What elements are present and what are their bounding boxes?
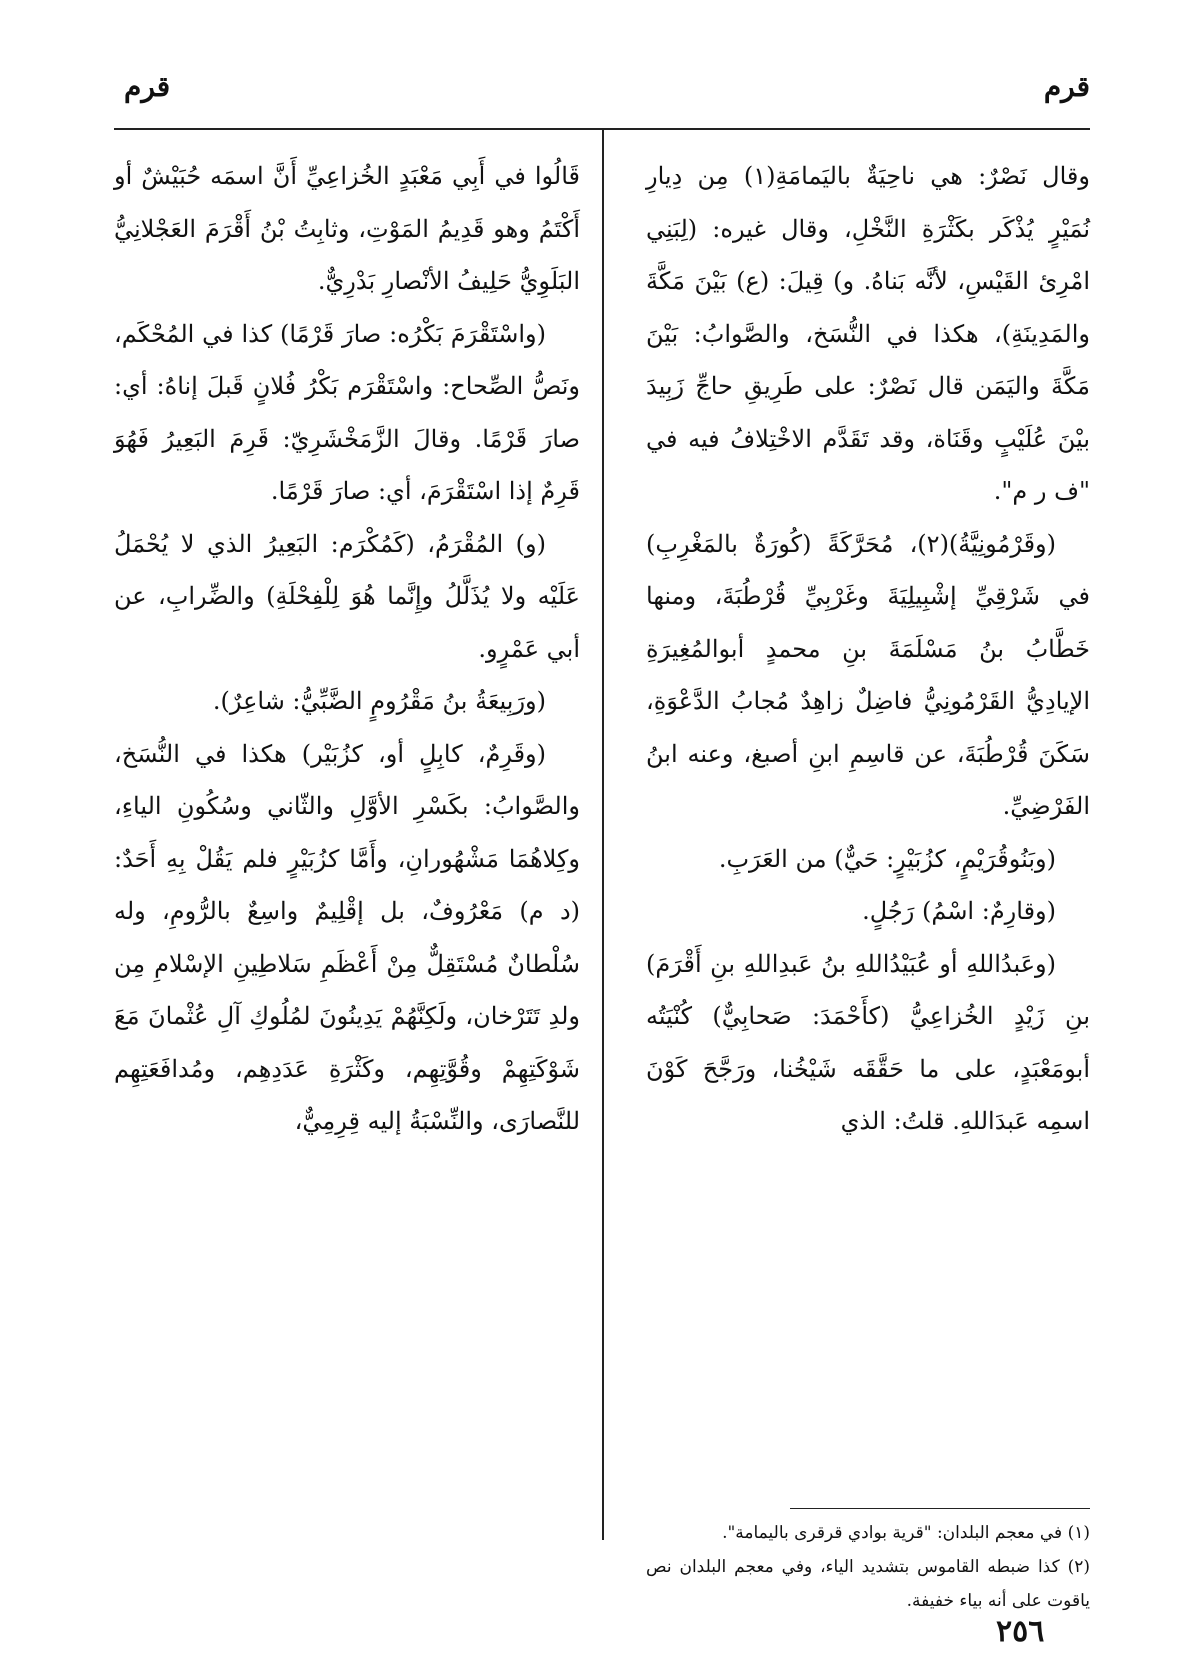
- column-divider: [602, 130, 604, 1540]
- footnote: (٢) كذا ضبطه القاموس بتشديد الياء، وفي معجم البلدان نص ياقوت على أنه بياء خفيفة.: [646, 1557, 1090, 1611]
- footnotes: [646, 1516, 1090, 1618]
- footnote: (١) في معجم البلدان: "قرية بوادي قرقرى باليمامة".: [722, 1523, 1090, 1543]
- paragraph: (ورَبِيعَةُ بنُ مَقْرُومٍ الضَّبِّيُّ: شاعِرٌ).: [212, 687, 546, 715]
- page-number: ٢٥٦: [996, 1614, 1045, 1649]
- paragraph: (وعَبدُاللهِ أو عُبَيْدُاللهِ بنُ عَبدِاللهِ بنِ أَقْرَمَ) بنِ زَيْدٍ الخُزاعِيُّ (كأَحْمَدَ: صَحابِيٌّ) كُنْيَتُه أبومَعْبَدٍ، على ما حَقَّقَه شَيْخُنا، ورَجَّحَ كَوْنَ اسمِه عَبدَاللهِ. قلتُ: الذي: [646, 949, 1090, 1135]
- running-head-right: قرم: [1043, 70, 1090, 103]
- paragraph: (وقَرِمٌ، كابِلٍ أو، كزُبَيْر) هكذا في النُّسَخ، والصَّوابُ: بكَسْرِ الأوَّلِ والثّاني وسُكُونِ الياءِ، وكِلاهُمَا مَشْهُورانِ، وأَمَّا كزُبَيْرٍ فلم يَقُلْ بِهِ أَحَدٌ: (د م) مَعْرُوفٌ، بل إقْلِيمٌ واسِعٌ بالرُّومِ، وله سُلْطانٌ مُسْتَقِلٌّ مِنْ أَعْظَمِ سَلاطِينِ الإسْلامِ مِن ولدِ تَتَرْخان، ولَكِنَّهُمْ يَدِينُونَ لمُلُوكِ آلِ عُثْمانَ مَعَ شَوْكَتِهِمْ وقُوَّتِهِم، وكَثْرَةِ عَدَدِهِم، ومُدافَعَتِهِم للنَّصارَى، والنِّسْبَةُ إليه قِرِمِيٌّ،: [114, 739, 580, 1135]
- paragraph: وقال نَصْرٌ: هي ناحِيَةٌ باليَمامَةِ(١) مِن دِيارِ نُمَيْرٍ يُذْكَر بكَثْرَةِ النَّخْلِ، وقال غيره: (لِبَنِي امْرِئ القَيْسِ، لأنَّه بَناهُ. و) قِيلَ: (ع) بَيْنَ مَكَّةَ والمَدِينَةِ)، هكذا في النُّسَخ، والصَّوابُ: بَيْنَ مَكَّةَ واليَمَن قال نَصْرٌ: على طَرِيقِ حاجِّ زَبِيدَ بيْنَ عُلَيْبٍ وقَنَاة، وقد تَقَدَّم الاخْتِلافُ فيه في "ف ر م".: [646, 162, 1090, 505]
- paragraph: (و) المُقْرَمُ، (كَمُكْرَم: البَعِيرُ الذي لا يُحْمَلُ عَلَيْه ولا يُذَلَّلُ وإِنَّما هُوَ لِلْفِحْلَةِ) والضِّرابِ، عن أبي عَمْرٍو.: [114, 529, 580, 663]
- paragraph: (وقارِمٌ: اسْمُ) رَجُلٍ.: [862, 897, 1056, 925]
- paragraph: (واسْتَقْرَمَ بَكْرُه: صارَ قَرْمًا) كذا في المُحْكَم، ونَصُّ الصِّحاح: واسْتَقْرَم بَكْرُ فُلانٍ قَبلَ إناهُ: أي: صارَ قَرْمًا. وقالَ الزَّمَخْشَرِيّ: قَرِمَ البَعِيرُ فَهُوَ قَرِمٌ إذا اسْتَقْرَمَ، أي: صارَ قَرْمًا.: [114, 319, 580, 505]
- paragraph: (وبَنُوقُرَيْمٍ، كزُبَيْرٍ: حَيٌّ) من العَرَبِ.: [718, 844, 1056, 873]
- footnote-rule: [790, 1508, 1090, 1509]
- right-column: [646, 150, 1090, 1148]
- running-head-left: قرم: [124, 70, 171, 103]
- paragraph: (وقَرْمُونِيَّةُ)(٢)، مُحَرَّكَةً (كُورَةٌ بالمَغْرِبِ) في شَرْقِيِّ إشْبِيلِيَةَ وغَرْبِيِّ قُرْطُبَةَ، ومنها خَطَّابُ بنُ مَسْلَمَةَ بنِ محمدٍ أبوالمُغِيرَةِ الإيادِيُّ القَرْمُونِيُّ فاضِلٌ زاهِدٌ مُجابُ الدَّعْوَةِ، سَكَنَ قُرْطُبَةَ، عن قاسِمِ ابنِ أصبغ، وعنه ابنُ الفَرْضِيِّ.: [646, 529, 1090, 820]
- paragraph: قَالُوا في أَبِي مَعْبَدٍ الخُزاعِيِّ أَنَّ اسمَه حُبَيْشٌ أو أَكْتَمُ وهو قَدِيمُ المَوْتِ، وثابِتُ بْنُ أَقْرَمَ العَجْلانِيُّ البَلَوِيُّ حَلِيفُ الأنْصارِ بَدْرِيٌّ.: [114, 162, 580, 295]
- left-column: [114, 150, 580, 1148]
